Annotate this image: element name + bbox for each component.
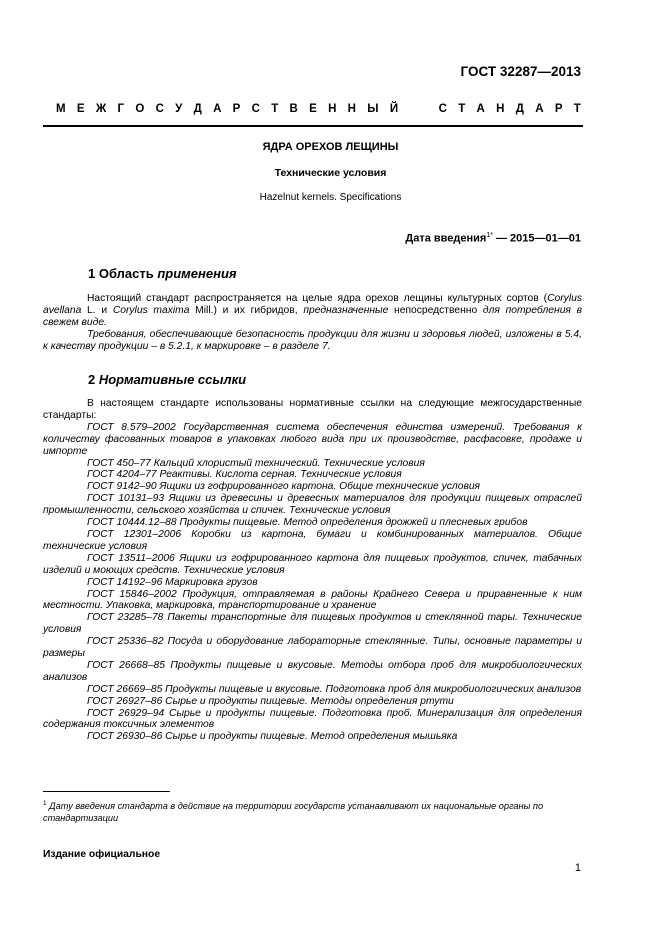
references-lead: В настоящем стандарте использованы нормативные ссылки на следующие межгосударственные стандарты: <box>43 398 582 421</box>
section-1-body <box>43 293 582 353</box>
reference-item: ГОСТ 23285–78 Пакеты транспортные для пищевых продуктов и стеклянной тары. Технические условия <box>43 612 582 636</box>
banner-letter: А <box>476 103 485 115</box>
banner-letter: У <box>175 103 183 115</box>
banner-letter: В <box>289 103 298 115</box>
reference-item: ГОСТ 25336–82 Посуда и оборудование лабораторные стеклянные. Типы, основные параметры и размеры <box>43 636 582 660</box>
banner-letter: Т <box>271 103 279 115</box>
banner-letter: Т <box>458 103 466 115</box>
reference-item: ГОСТ 4204–77 Реактивы. Кислота серная. Технические условия <box>87 469 402 481</box>
section-2-body <box>43 398 582 743</box>
intro-date-label: Дата введения <box>405 232 487 245</box>
document-number: ГОСТ 32287—2013 <box>460 64 581 79</box>
reference-item: ГОСТ 26669–85 Продукты пищевые и вкусовые. Подготовка проб для микробиологических анализов <box>87 683 582 695</box>
reference-item: ГОСТ 12301–2006 Коробки из картона, бумаги и комбинированных материалов. Общие технические условия <box>43 528 582 552</box>
banner-letter: Г <box>117 103 125 115</box>
banner-letter: Р <box>232 103 241 115</box>
english-title: Hazelnut kernels. Specifications <box>259 192 402 203</box>
banner-letter: Н <box>347 103 356 115</box>
reference-item: ГОСТ 10444.12–88 Продукты пищевые. Метод определения дрожжей и плесневых грибов <box>87 517 528 529</box>
section-2-heading: 2 Нормативные ссылки <box>88 372 247 387</box>
reference-item: ГОСТ 450–77 Кальций хлористый технический. Технические условия <box>87 457 425 469</box>
banner-gap <box>409 103 427 115</box>
banner-letter: Н <box>328 103 337 115</box>
footnote-mark: 1* <box>486 232 493 239</box>
intro-date-value: — 2015—01—01 <box>492 232 581 245</box>
banner-letter: А <box>213 103 222 115</box>
reference-item: ГОСТ 9142–90 Ящики из гофрированного картона. Общие технические условия <box>87 481 481 493</box>
banner-letter: М <box>56 103 66 115</box>
page-number: 1 <box>574 862 581 874</box>
footnote: $^1$ Дату введения стандарта в действие на территории государств устанавливают их национальные органы по стандартизации <box>43 800 544 823</box>
banner-letter: Е <box>309 103 317 115</box>
banner-letter: Й <box>389 103 399 115</box>
requirements-paragraph: Требования, обеспечивающие безопасность продукции для жизни и здоровья людей, изложены в 5.4, к качеству продукции – в 5.2.1, к маркировке – в разделе 7. <box>43 328 582 352</box>
reference-item: ГОСТ 10131–93 Ящики из древесины и древесных материалов для продукции пищевых отраслей промышленности, сельского хозяйства и спичек. Технические условия <box>43 493 582 517</box>
banner-letter: А <box>535 103 544 115</box>
reference-item: ГОСТ 14192–96 Маркировка грузов <box>87 576 258 588</box>
banner-letter: Д <box>193 103 202 115</box>
document-subtitle: Технические условия <box>274 167 387 179</box>
banner-letter: Н <box>496 103 505 115</box>
banner-letter: С <box>438 103 447 115</box>
header-rule <box>43 125 583 127</box>
banner-letter: Т <box>573 103 581 115</box>
banner-letter: Ж <box>95 103 107 115</box>
reference-item: ГОСТ 26927–86 Сырье и продукты пищевые. Методы определения ртути <box>87 695 454 707</box>
interstate-standard-banner <box>56 103 581 115</box>
reference-item: ГОСТ 26929–94 Сырье и продукты пищевые. Подготовка проб. Минерализация для определения содержания токсичных элементов <box>43 707 582 731</box>
introduction-date <box>405 232 581 245</box>
document-title: ЯДРА ОРЕХОВ ЛЕЩИНЫ <box>262 141 399 153</box>
reference-item: ГОСТ 13511–2006 Ящики из гофрированного картона для пищевых продуктов, спичек, табачных изделий и моющих средств. Технические условия <box>43 552 582 576</box>
scope-paragraph: Настоящий стандарт распространяется на целые ядра орехов лещины культурных сортов (Corylus avellana L. и Corylus maxima Mill.) и их гибридов, предназначенные непосредственно для потребления в свежем виде. <box>43 293 583 328</box>
reference-item: ГОСТ 15846–2002 Продукция, отправляемая в районы Крайнего Севера и приравненные к ним местности. Упаковка, маркировка, транспортирование и хранение <box>43 588 582 612</box>
section-1-heading: 1 Область применения <box>88 266 237 281</box>
footnote-rule <box>43 791 170 792</box>
banner-letter: Р <box>554 103 563 115</box>
banner-letter: Д <box>515 103 524 115</box>
banner-letter: Ы <box>367 103 379 115</box>
banner-letter: Е <box>76 103 85 115</box>
banner-letter: С <box>251 103 260 115</box>
reference-item: ГОСТ 8.579–2002 Государственная система обеспечения единства измерений. Требования к количеству фасованных товаров в упаковках любого вида при их производстве, расфасовке, продаже и импорте <box>43 421 582 457</box>
reference-item: ГОСТ 26930–86 Сырье и продукты пищевые. Метод определения мышьяка <box>87 731 458 743</box>
reference-item: ГОСТ 26668–85 Продукты пищевые и вкусовые. Методы отбора проб для микробиологических анализов <box>43 659 582 683</box>
banner-letter: О <box>135 103 145 115</box>
official-edition-label: Издание официальное <box>43 849 161 860</box>
banner-letter: С <box>155 103 164 115</box>
